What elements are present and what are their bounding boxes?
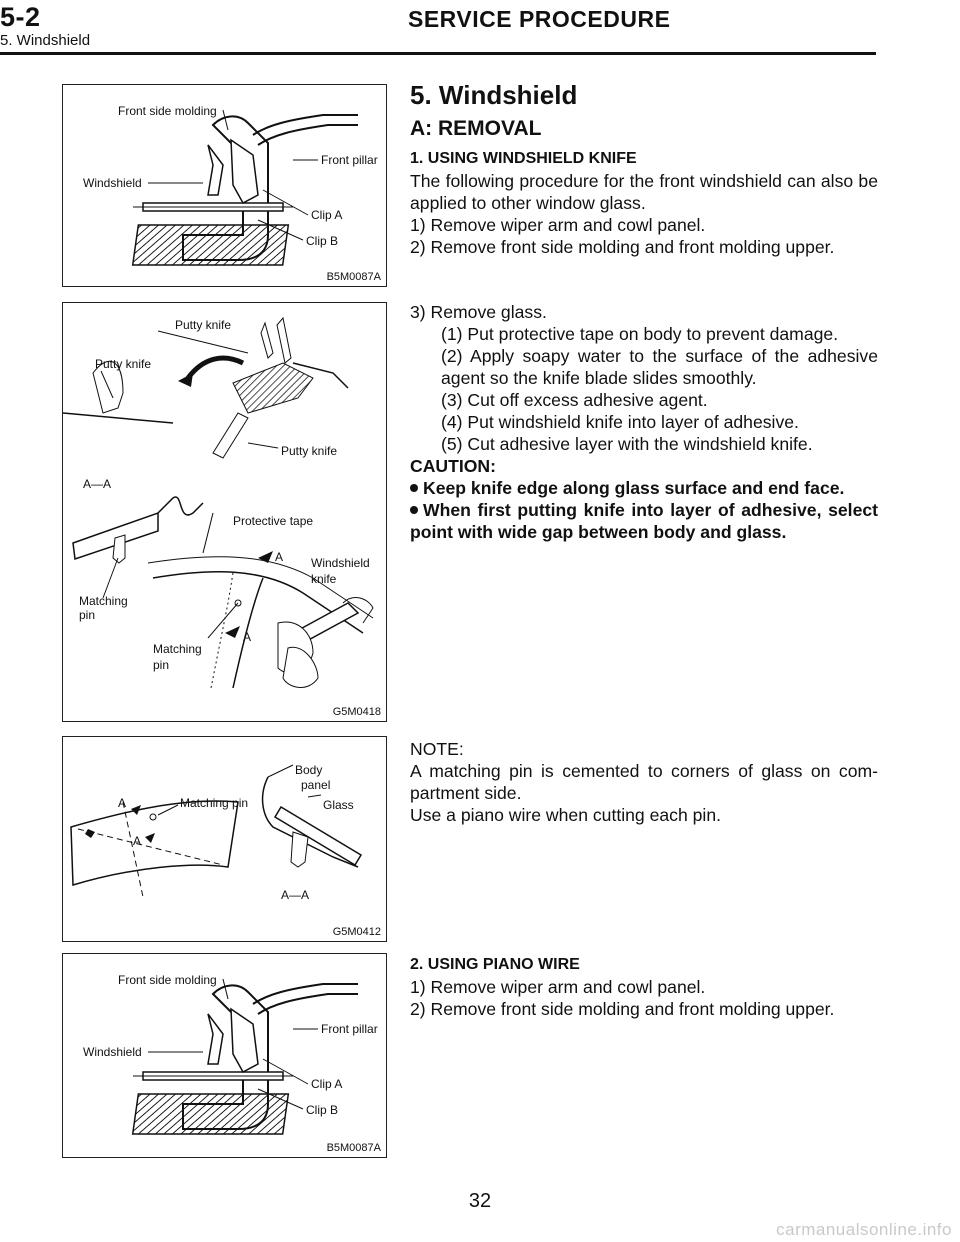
figure-code: B5M0087A [326,271,381,283]
matching-pin-diagram [63,737,386,941]
method2-title: 2. USING PIANO WIRE [410,956,580,973]
method1-title: 1. USING WINDSHIELD KNIFE [410,150,637,167]
section-number: 5-2 [0,2,41,32]
label-putty-knife-left: Putty knife [95,357,152,371]
label-matching-mid: Matching [153,642,202,656]
label-glass: Glass [323,798,354,812]
m1-step2: 2) Remove front side molding and front molding upper. [410,237,835,257]
note-label: NOTE: [410,739,464,759]
label-matching-left: Matching [79,594,128,608]
m2-step1: 1) Remove wiper arm and cowl panel. [410,977,706,997]
watermark: carmanualsonline.info [776,1220,952,1239]
page-title: SERVICE PROCEDURE [408,6,671,32]
label-putty-knife-bottom: Putty knife [281,444,338,458]
bullet-icon [410,484,418,492]
caution-label: CAUTION: [410,456,497,476]
label-knife: knife [311,572,337,586]
label-putty-knife-top: Putty knife [175,318,232,332]
label-clip-a: Clip A [311,1077,343,1091]
label-front-side-molding: Front side molding [118,973,217,987]
figure-windshield-molding-2 [62,953,387,1158]
m1-step3: 3) Remove glass. [410,302,547,322]
note-text: A matching pin is cemented to corners of glass on com- partment side. [410,761,878,803]
m1-sub2: (2) Apply soapy water to the surface of the adhesive agent so the knife blade slides smoothly. [441,346,878,388]
label-a-a: A—A [281,888,310,902]
label-body: Body [295,763,323,777]
m1-sub3: (3) Cut off excess adhesive agent. [441,390,708,410]
section-heading: 5. Windshield [410,80,578,110]
page-number: 32 [468,1190,492,1212]
method1-intro: The following procedure for the front windshield can also be applied to other window glass. [410,171,878,213]
figure-matching-pin [62,736,387,942]
label-windshield: Windshield [311,556,370,570]
label-windshield: Windshield [83,1045,142,1059]
m1-sub4: (4) Put windshield knife into layer of adhesive. [441,412,799,432]
bullet-icon [410,506,418,514]
label-front-pillar: Front pillar [321,153,378,167]
figure-code: G5M0418 [332,706,381,718]
label-pin-mid: pin [153,658,170,672]
label-a-lower: A [243,630,252,644]
caution-item [410,477,878,499]
label-matching-pin: Matching pin [180,796,249,810]
caution-item [410,499,878,543]
m2-step2: 2) Remove front side molding and front molding upper. [410,999,835,1019]
piano-wire-method [410,948,878,1020]
label-front-pillar: Front pillar [321,1022,378,1036]
label-panel: panel [301,778,331,792]
label-clip-b: Clip B [306,1103,339,1117]
removal-heading: A: REMOVAL [410,117,542,140]
removal-intro [410,80,878,258]
knife-diagram [63,303,386,721]
caution-text: When first putting knife into layer of adhesive, select point with wide gap between body and glass. [410,500,878,542]
molding-diagram [63,85,386,286]
figure-windshield-knife [62,302,387,722]
note-block [410,738,878,826]
label-a-a: A—A [83,477,112,491]
molding-diagram-2 [63,954,386,1157]
remove-glass-steps [410,301,878,543]
m1-sub5: (5) Cut adhesive layer with the windshield knife. [441,434,813,454]
figure-code: G5M0412 [332,926,381,938]
label-front-side-molding: Front side molding [118,104,217,118]
label-clip-b: Clip B [306,234,339,248]
section-subtitle: 5. Windshield [0,32,91,49]
caution-text: Keep knife edge along glass surface and end face. [423,478,845,498]
header-rule [0,52,876,55]
note-text: Use a piano wire when cutting each pin. [410,805,722,825]
label-pin-left: pin [79,608,96,622]
m1-step1: 1) Remove wiper arm and cowl panel. [410,215,706,235]
label-a-left: A [118,796,127,810]
figure-code: B5M0087A [326,1142,381,1154]
label-a-lower: A [133,834,142,848]
label-windshield: Windshield [83,176,142,190]
label-a-upper: A [275,550,284,564]
m1-sub1: (1) Put protective tape on body to prevent damage. [441,324,839,344]
figure-windshield-molding [62,84,387,287]
label-clip-a: Clip A [311,208,343,222]
label-protective-tape: Protective tape [233,514,314,528]
